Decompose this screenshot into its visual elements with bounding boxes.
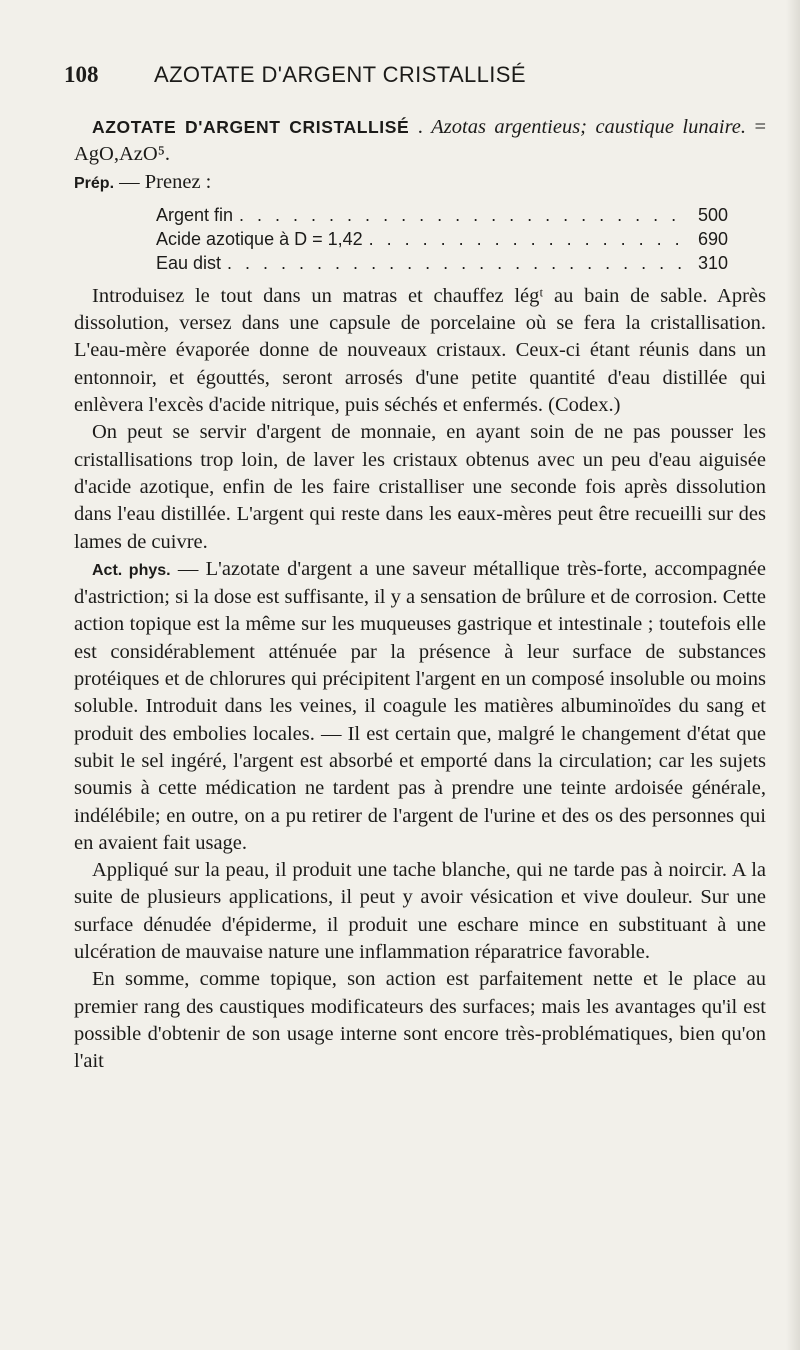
running-head xyxy=(64,62,766,102)
recipe-quantity: 500 xyxy=(697,204,728,225)
body-text xyxy=(74,114,766,1076)
recipe-row xyxy=(156,203,728,227)
prep-label: Prép. xyxy=(74,174,115,192)
dot-leader xyxy=(369,227,682,251)
recipe-row xyxy=(156,251,728,275)
act-phys-text: — L'azotate d'argent a une saveur métallique très-forte, accompagnée d'astriction; si la dose est suffisante, il y a sensation de brûlure et de corrosion. Cette action topique est la même sur les muqueuses gastrique et intestinale ; toutefois elle est considérablement atténuée par la présence à leur surface de substances protéiques et de chlorures qui précipitent l'argent en un composé insoluble ou moins soluble. Introduit dans les veines, il coagule les matières albuminoïdes du sang et produit des embolies locales. — Il est certain que, malgré le changement d'état que subit le sel ingéré, l'argent est absorbé et emporté dans la circulation; car les sujets soumis à cette médication ne tardent pas à prendre une teinte ardoisée générale, indélébile; en outre, on a pu retirer de l'argent de l'urine et des os des personnes qui en avaient fait usage. xyxy=(74,557,767,854)
entry-formula: = AgO,AzO⁵. xyxy=(74,116,767,166)
dot-leader xyxy=(239,203,682,227)
dot-leader xyxy=(227,251,682,275)
recipe-quantity: 310 xyxy=(697,252,728,273)
page-edge-shadow xyxy=(786,0,800,1350)
paragraph-preparation: Introduisez le tout dans un matras et chauffez légᵗ au bain de sable. Après dissolution, versez dans une capsule de porcelaine où se fera la cristallisation. L'eau-mère évaporée donne de nouveaux cristaux. Ceux-ci étant réunis dans un entonnoir, et égouttés, seront arrosés d'une petite quantité d'eau distillée qui enlèvera l'excès d'acide nitrique, puis séchés et enfermés. (Codex.) xyxy=(74,284,766,417)
act-phys-label: Act. phys. xyxy=(92,561,171,579)
page-number: 108 xyxy=(64,62,99,87)
paragraph-skin-application: Appliqué sur la peau, il produit une tache blanche, qui ne tarde pas à noircir. A la suite de plusieurs applications, il peut y avoir vésication et vive douleur. Sur une surface dénudée d'épiderme, il produit une eschare mince en substituant à une ulcération de mauvaise nature une inflammation réparatrice favorable. xyxy=(74,859,766,964)
paragraph-alternative: On peut se servir d'argent de monnaie, en ayant soin de ne pas pousser les cristallisations trop loin, de laver les cristaux obtenus avec un peu d'eau aiguisée d'acide azotique, enfin de les faire cristalliser une seconde fois après dissolution dans l'eau distillée. L'argent qui reste dans les eaux-mères peut être recueilli sur des lames de cuivre. xyxy=(74,421,766,553)
recipe-row xyxy=(156,227,728,251)
recipe-list xyxy=(156,203,728,275)
prep-text: — Prenez : xyxy=(119,170,212,193)
recipe-quantity: 690 xyxy=(697,228,728,249)
running-title: AZOTATE D'ARGENT CRISTALLISÉ xyxy=(154,62,526,87)
entry-synonym: caustique lunaire. xyxy=(595,116,747,138)
entry-title: AZOTATE D'ARGENT CRISTALLISÉ xyxy=(92,117,410,137)
paragraph-physiological-action xyxy=(74,556,766,857)
entry-heading: AZOTATE D'ARGENT CRISTALLISÉ . Azotas argentieus; caustique lunaire. = AgO,AzO⁵. Prép. — Prenez : xyxy=(74,116,767,193)
paragraph-summary: En somme, comme topique, son action est parfaitement nette et le place au premier rang des caustiques modificateurs des surfaces; mais les avantages qu'il est possible d'obtenir de son usage interne sont encore très-problématiques, bien qu'on l'ait xyxy=(74,968,766,1073)
recipe-ingredient: Argent fin xyxy=(156,204,234,225)
book-page xyxy=(64,62,767,1076)
entry-latin-name: Azotas argentieus; xyxy=(431,116,587,138)
recipe-ingredient: Acide azotique à D = 1,42 xyxy=(156,228,363,249)
recipe-ingredient: Eau dist xyxy=(156,252,222,273)
